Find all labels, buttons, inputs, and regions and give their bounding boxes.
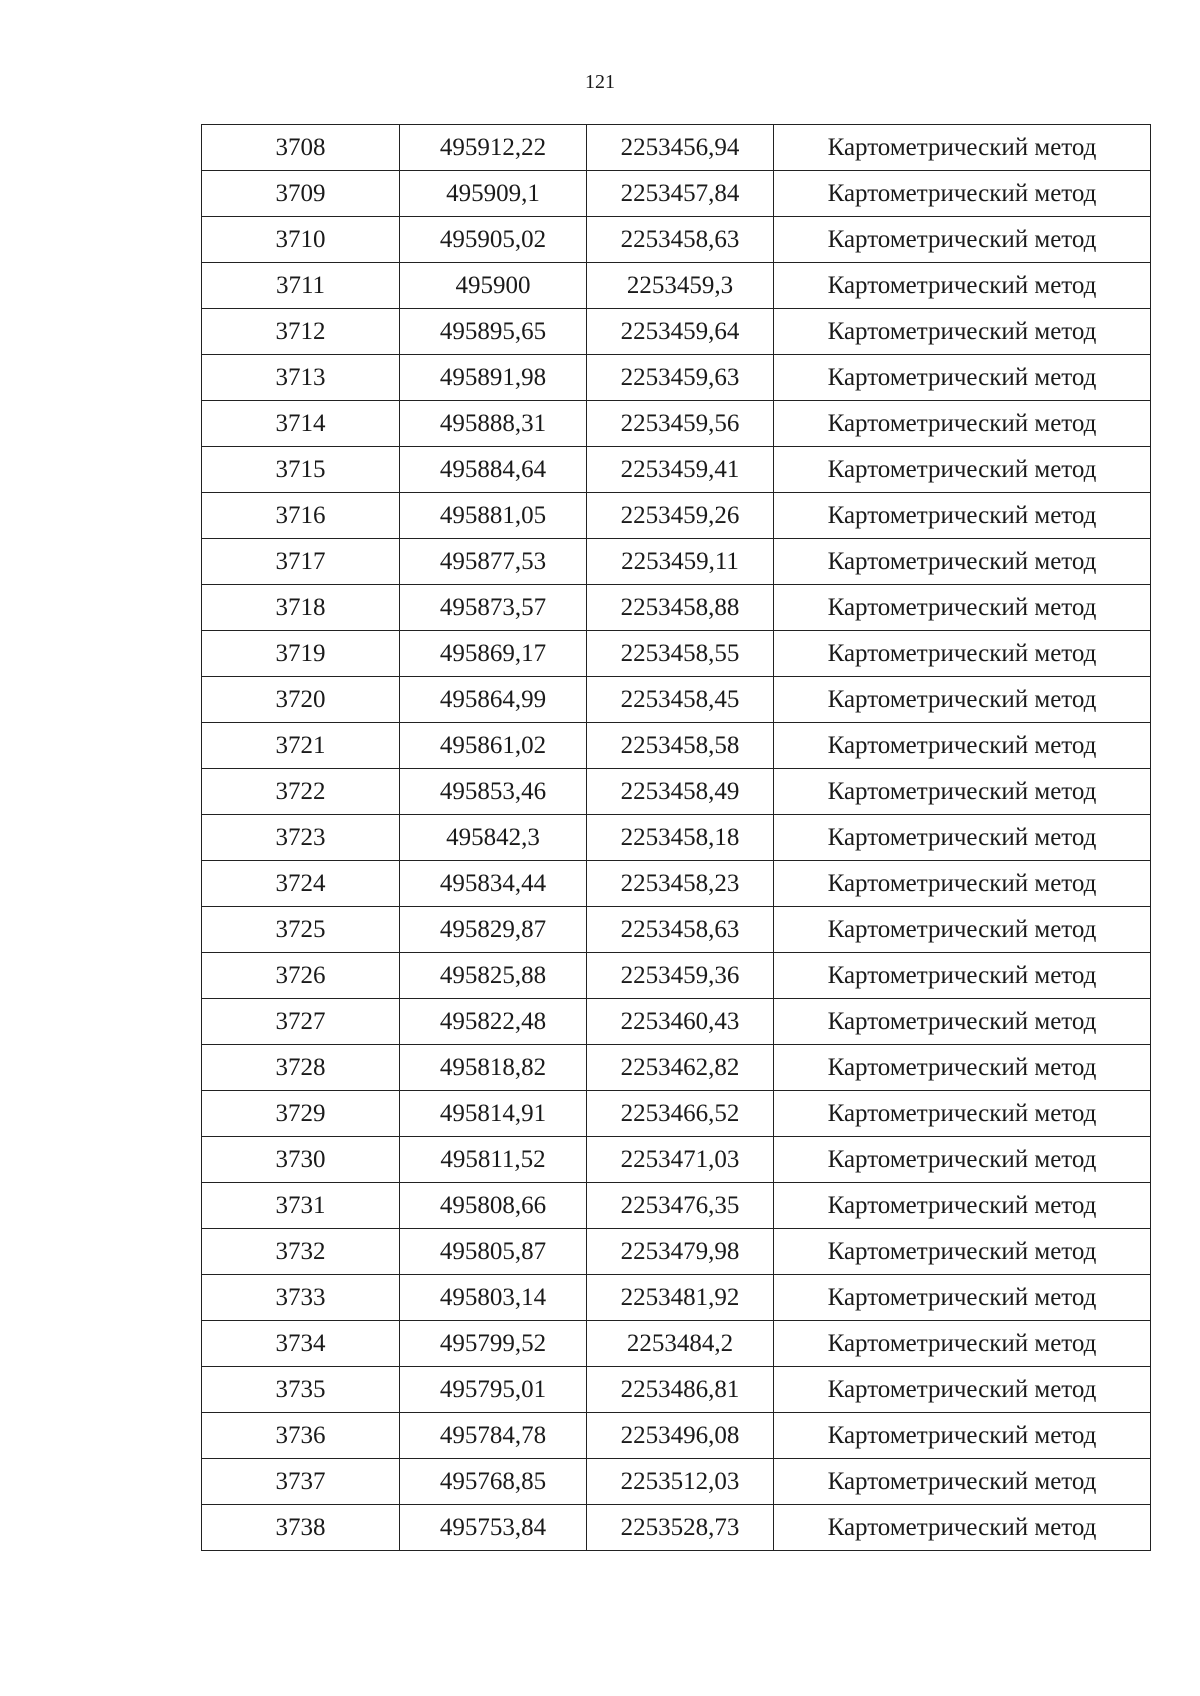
- x-coordinate-cell: 495853,46: [400, 769, 587, 815]
- method-cell: Картометрический метод: [774, 309, 1151, 355]
- table-row: [202, 1459, 1151, 1505]
- x-coordinate-cell: 495805,87: [400, 1229, 587, 1275]
- table-row: [202, 539, 1151, 585]
- point-number-cell: 3735: [202, 1367, 400, 1413]
- method-cell: Картометрический метод: [774, 953, 1151, 999]
- x-coordinate-cell: 495768,85: [400, 1459, 587, 1505]
- point-number-cell: 3712: [202, 309, 400, 355]
- method-cell: Картометрический метод: [774, 1275, 1151, 1321]
- x-coordinate-cell: 495877,53: [400, 539, 587, 585]
- method-cell: Картометрический метод: [774, 125, 1151, 171]
- point-number-cell: 3714: [202, 401, 400, 447]
- table-row: [202, 1045, 1151, 1091]
- x-coordinate-cell: 495834,44: [400, 861, 587, 907]
- method-cell: Картометрический метод: [774, 1137, 1151, 1183]
- table-row: [202, 815, 1151, 861]
- table-row: [202, 999, 1151, 1045]
- table-row: [202, 1367, 1151, 1413]
- x-coordinate-cell: 495884,64: [400, 447, 587, 493]
- x-coordinate-cell: 495822,48: [400, 999, 587, 1045]
- method-cell: Картометрический метод: [774, 539, 1151, 585]
- y-coordinate-cell: 2253457,84: [587, 171, 774, 217]
- method-cell: Картометрический метод: [774, 1321, 1151, 1367]
- y-coordinate-cell: 2253458,63: [587, 217, 774, 263]
- x-coordinate-cell: 495912,22: [400, 125, 587, 171]
- point-number-cell: 3718: [202, 585, 400, 631]
- method-cell: Картометрический метод: [774, 493, 1151, 539]
- y-coordinate-cell: 2253458,55: [587, 631, 774, 677]
- point-number-cell: 3723: [202, 815, 400, 861]
- x-coordinate-cell: 495891,98: [400, 355, 587, 401]
- point-number-cell: 3736: [202, 1413, 400, 1459]
- point-number-cell: 3734: [202, 1321, 400, 1367]
- x-coordinate-cell: 495753,84: [400, 1505, 587, 1551]
- x-coordinate-cell: 495803,14: [400, 1275, 587, 1321]
- table-row: [202, 447, 1151, 493]
- point-number-cell: 3731: [202, 1183, 400, 1229]
- table-row: [202, 355, 1151, 401]
- point-number-cell: 3726: [202, 953, 400, 999]
- method-cell: Картометрический метод: [774, 723, 1151, 769]
- point-number-cell: 3717: [202, 539, 400, 585]
- table-row: [202, 309, 1151, 355]
- table-row: [202, 907, 1151, 953]
- y-coordinate-cell: 2253459,3: [587, 263, 774, 309]
- method-cell: Картометрический метод: [774, 769, 1151, 815]
- y-coordinate-cell: 2253458,88: [587, 585, 774, 631]
- x-coordinate-cell: 495895,65: [400, 309, 587, 355]
- method-cell: Картометрический метод: [774, 631, 1151, 677]
- method-cell: Картометрический метод: [774, 1413, 1151, 1459]
- x-coordinate-cell: 495808,66: [400, 1183, 587, 1229]
- x-coordinate-cell: 495909,1: [400, 171, 587, 217]
- y-coordinate-cell: 2253466,52: [587, 1091, 774, 1137]
- y-coordinate-cell: 2253471,03: [587, 1137, 774, 1183]
- y-coordinate-cell: 2253528,73: [587, 1505, 774, 1551]
- method-cell: Картометрический метод: [774, 217, 1151, 263]
- table-row: [202, 723, 1151, 769]
- table-row: [202, 1505, 1151, 1551]
- table-row: [202, 1183, 1151, 1229]
- coordinates-table: [201, 124, 1151, 1551]
- method-cell: Картометрический метод: [774, 815, 1151, 861]
- method-cell: Картометрический метод: [774, 1045, 1151, 1091]
- y-coordinate-cell: 2253458,23: [587, 861, 774, 907]
- point-number-cell: 3729: [202, 1091, 400, 1137]
- point-number-cell: 3738: [202, 1505, 400, 1551]
- x-coordinate-cell: 495799,52: [400, 1321, 587, 1367]
- point-number-cell: 3730: [202, 1137, 400, 1183]
- table-row: [202, 1091, 1151, 1137]
- table-row: [202, 263, 1151, 309]
- x-coordinate-cell: 495869,17: [400, 631, 587, 677]
- table-row: [202, 861, 1151, 907]
- y-coordinate-cell: 2253460,43: [587, 999, 774, 1045]
- y-coordinate-cell: 2253484,2: [587, 1321, 774, 1367]
- table-row: [202, 677, 1151, 723]
- point-number-cell: 3727: [202, 999, 400, 1045]
- table-row: [202, 585, 1151, 631]
- method-cell: Картометрический метод: [774, 677, 1151, 723]
- method-cell: Картометрический метод: [774, 907, 1151, 953]
- point-number-cell: 3708: [202, 125, 400, 171]
- y-coordinate-cell: 2253481,92: [587, 1275, 774, 1321]
- point-number-cell: 3710: [202, 217, 400, 263]
- x-coordinate-cell: 495795,01: [400, 1367, 587, 1413]
- y-coordinate-cell: 2253459,41: [587, 447, 774, 493]
- method-cell: Картометрический метод: [774, 1505, 1151, 1551]
- table-row: [202, 1413, 1151, 1459]
- table-row: [202, 769, 1151, 815]
- y-coordinate-cell: 2253496,08: [587, 1413, 774, 1459]
- method-cell: Картометрический метод: [774, 447, 1151, 493]
- table-row: [202, 1321, 1151, 1367]
- method-cell: Картометрический метод: [774, 999, 1151, 1045]
- y-coordinate-cell: 2253459,36: [587, 953, 774, 999]
- table-row: [202, 171, 1151, 217]
- y-coordinate-cell: 2253459,64: [587, 309, 774, 355]
- method-cell: Картометрический метод: [774, 861, 1151, 907]
- method-cell: Картометрический метод: [774, 1229, 1151, 1275]
- y-coordinate-cell: 2253459,56: [587, 401, 774, 447]
- coordinates-table-body: [202, 125, 1151, 1551]
- point-number-cell: 3711: [202, 263, 400, 309]
- page-number: 121: [585, 71, 615, 93]
- table-row: [202, 953, 1151, 999]
- y-coordinate-cell: 2253459,11: [587, 539, 774, 585]
- x-coordinate-cell: 495861,02: [400, 723, 587, 769]
- point-number-cell: 3715: [202, 447, 400, 493]
- point-number-cell: 3724: [202, 861, 400, 907]
- table-row: [202, 1275, 1151, 1321]
- x-coordinate-cell: 495811,52: [400, 1137, 587, 1183]
- point-number-cell: 3713: [202, 355, 400, 401]
- x-coordinate-cell: 495818,82: [400, 1045, 587, 1091]
- point-number-cell: 3733: [202, 1275, 400, 1321]
- table-row: [202, 125, 1151, 171]
- y-coordinate-cell: 2253458,18: [587, 815, 774, 861]
- point-number-cell: 3722: [202, 769, 400, 815]
- x-coordinate-cell: 495888,31: [400, 401, 587, 447]
- y-coordinate-cell: 2253512,03: [587, 1459, 774, 1505]
- point-number-cell: 3709: [202, 171, 400, 217]
- method-cell: Картометрический метод: [774, 1183, 1151, 1229]
- y-coordinate-cell: 2253486,81: [587, 1367, 774, 1413]
- y-coordinate-cell: 2253456,94: [587, 125, 774, 171]
- x-coordinate-cell: 495864,99: [400, 677, 587, 723]
- x-coordinate-cell: 495842,3: [400, 815, 587, 861]
- method-cell: Картометрический метод: [774, 1367, 1151, 1413]
- point-number-cell: 3716: [202, 493, 400, 539]
- point-number-cell: 3728: [202, 1045, 400, 1091]
- y-coordinate-cell: 2253462,82: [587, 1045, 774, 1091]
- point-number-cell: 3725: [202, 907, 400, 953]
- y-coordinate-cell: 2253458,58: [587, 723, 774, 769]
- point-number-cell: 3732: [202, 1229, 400, 1275]
- method-cell: Картометрический метод: [774, 1091, 1151, 1137]
- x-coordinate-cell: 495900: [400, 263, 587, 309]
- method-cell: Картометрический метод: [774, 171, 1151, 217]
- y-coordinate-cell: 2253458,63: [587, 907, 774, 953]
- y-coordinate-cell: 2253458,45: [587, 677, 774, 723]
- x-coordinate-cell: 495905,02: [400, 217, 587, 263]
- method-cell: Картометрический метод: [774, 401, 1151, 447]
- y-coordinate-cell: 2253458,49: [587, 769, 774, 815]
- method-cell: Картометрический метод: [774, 355, 1151, 401]
- point-number-cell: 3719: [202, 631, 400, 677]
- y-coordinate-cell: 2253459,63: [587, 355, 774, 401]
- table-row: [202, 401, 1151, 447]
- x-coordinate-cell: 495873,57: [400, 585, 587, 631]
- method-cell: Картометрический метод: [774, 585, 1151, 631]
- table-row: [202, 493, 1151, 539]
- x-coordinate-cell: 495825,88: [400, 953, 587, 999]
- method-cell: Картометрический метод: [774, 263, 1151, 309]
- table-row: [202, 1137, 1151, 1183]
- point-number-cell: 3720: [202, 677, 400, 723]
- x-coordinate-cell: 495881,05: [400, 493, 587, 539]
- y-coordinate-cell: 2253479,98: [587, 1229, 774, 1275]
- x-coordinate-cell: 495784,78: [400, 1413, 587, 1459]
- table-row: [202, 1229, 1151, 1275]
- table-row: [202, 217, 1151, 263]
- x-coordinate-cell: 495829,87: [400, 907, 587, 953]
- x-coordinate-cell: 495814,91: [400, 1091, 587, 1137]
- method-cell: Картометрический метод: [774, 1459, 1151, 1505]
- y-coordinate-cell: 2253476,35: [587, 1183, 774, 1229]
- point-number-cell: 3721: [202, 723, 400, 769]
- table-row: [202, 631, 1151, 677]
- y-coordinate-cell: 2253459,26: [587, 493, 774, 539]
- point-number-cell: 3737: [202, 1459, 400, 1505]
